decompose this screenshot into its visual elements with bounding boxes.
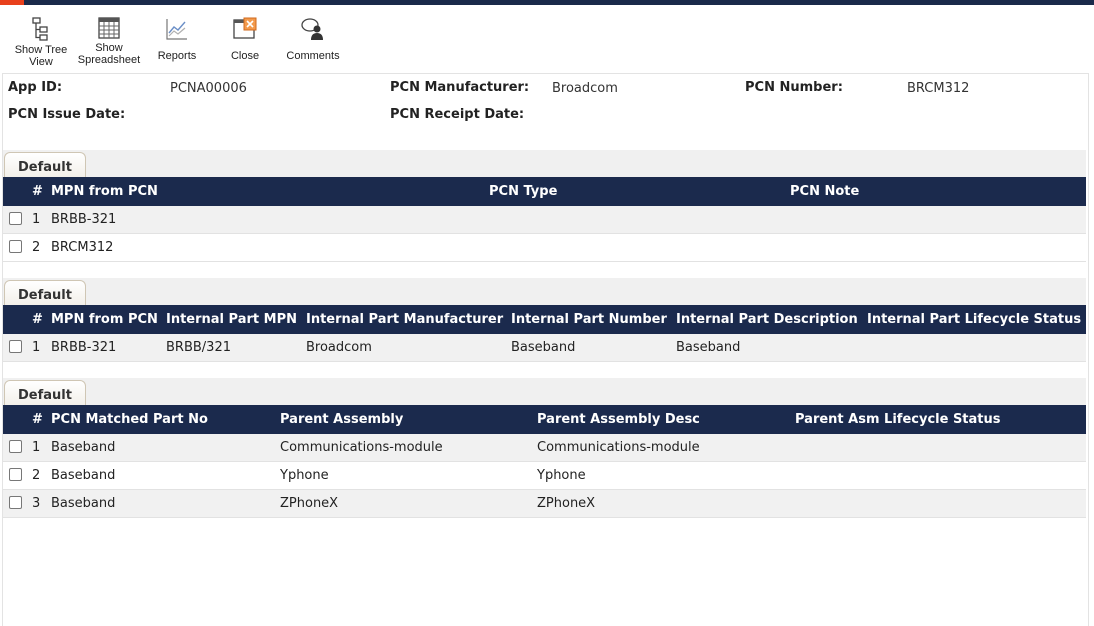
matched-part-cell: Baseband	[51, 468, 116, 483]
app-id-label: App ID:	[8, 80, 63, 95]
pcn-manufacturer-value: Broadcom	[552, 81, 618, 96]
mpn-cell: BRCM312	[51, 240, 114, 255]
close-icon	[233, 17, 257, 41]
internal-description-cell: Baseband	[676, 340, 741, 355]
col-pcn-matched-part-no[interactable]: PCN Matched Part No	[51, 412, 208, 427]
row-number: 3	[32, 496, 41, 511]
toolbar	[0, 5, 1094, 73]
col-internal-part-manufacturer[interactable]: Internal Part Manufacturer	[306, 312, 504, 327]
col-pcn-note[interactable]: PCN Note	[790, 184, 860, 199]
table-row[interactable]	[3, 334, 1086, 362]
row-number: 2	[32, 240, 41, 255]
table1-header	[3, 177, 1086, 206]
col-mpn-from-pcn[interactable]: MPN from PCN	[51, 312, 158, 327]
col-parent-assembly-desc[interactable]: Parent Assembly Desc	[537, 412, 700, 427]
parent-assembly-desc-cell: Yphone	[537, 468, 586, 483]
row-number: 2	[32, 468, 41, 483]
pcn-receipt-date-label: PCN Receipt Date:	[390, 107, 525, 122]
pcn-issue-date-label: PCN Issue Date:	[8, 107, 126, 122]
pcn-number-value: BRCM312	[907, 81, 970, 96]
table2-tabbar	[3, 278, 1086, 305]
col-number: #	[32, 412, 43, 427]
internal-manufacturer-cell: Broadcom	[306, 340, 372, 355]
parent-assembly-cell: Communications-module	[280, 440, 443, 455]
matched-part-cell: Baseband	[51, 440, 116, 455]
row-checkbox[interactable]	[9, 468, 22, 481]
col-internal-part-number[interactable]: Internal Part Number	[511, 312, 667, 327]
show-spreadsheet-button[interactable]	[76, 17, 142, 66]
table3-header	[3, 405, 1086, 434]
reports-icon	[165, 17, 189, 41]
row-number: 1	[32, 340, 41, 355]
row-number: 1	[32, 440, 41, 455]
internal-mpn-cell: BRBB/321	[166, 340, 231, 355]
table-row[interactable]	[3, 434, 1086, 462]
table3-tabbar	[3, 378, 1086, 405]
row-checkbox[interactable]	[9, 440, 22, 453]
col-number: #	[32, 312, 43, 327]
row-checkbox[interactable]	[9, 240, 22, 253]
col-mpn-from-pcn[interactable]: MPN from PCN	[51, 184, 158, 199]
app-id-value: PCNA00006	[170, 81, 247, 96]
table-row[interactable]	[3, 490, 1086, 518]
parent-assembly-desc-cell: ZPhoneX	[537, 496, 596, 511]
table2-header	[3, 305, 1086, 334]
col-number: #	[32, 184, 43, 199]
table1-tabbar	[3, 150, 1086, 177]
parent-assembly-cell: Yphone	[280, 468, 329, 483]
table2-default-tab[interactable]: Default	[4, 280, 86, 305]
pcn-number-label: PCN Number:	[745, 80, 843, 95]
pcn-manufacturer-label: PCN Manufacturer:	[390, 80, 530, 95]
reports-button[interactable]	[152, 17, 202, 62]
table-row[interactable]	[3, 462, 1086, 490]
matched-part-cell: Baseband	[51, 496, 116, 511]
comments-button[interactable]	[284, 17, 342, 62]
col-parent-asm-lifecycle-status[interactable]: Parent Asm Lifecycle Status	[795, 412, 1001, 427]
table-row[interactable]	[3, 234, 1086, 262]
parent-assembly-cell: ZPhoneX	[280, 496, 339, 511]
spreadsheet-icon	[98, 17, 120, 39]
col-internal-part-description[interactable]: Internal Part Description	[676, 312, 858, 327]
row-number: 1	[32, 212, 41, 227]
comments-icon	[301, 17, 325, 41]
table1-default-tab[interactable]: Default	[4, 152, 86, 177]
show-tree-view-label: Show Tree View	[14, 44, 68, 68]
table-row[interactable]	[3, 206, 1086, 234]
row-checkbox[interactable]	[9, 340, 22, 353]
close-button[interactable]	[222, 17, 268, 62]
mpn-cell: BRBB-321	[51, 340, 117, 355]
show-spreadsheet-label: Show Spreadsheet	[77, 42, 141, 66]
tree-view-icon	[31, 17, 51, 41]
reports-label: Reports	[157, 50, 197, 62]
internal-part-number-cell: Baseband	[511, 340, 576, 355]
col-internal-part-lifecycle-status[interactable]: Internal Part Lifecycle Status	[867, 312, 1082, 327]
table3-default-tab[interactable]: Default	[4, 380, 86, 405]
col-parent-assembly[interactable]: Parent Assembly	[280, 412, 404, 427]
close-label: Close	[230, 50, 260, 62]
row-checkbox[interactable]	[9, 212, 22, 225]
comments-label: Comments	[286, 50, 340, 62]
parent-assembly-desc-cell: Communications-module	[537, 440, 700, 455]
mpn-cell: BRBB-321	[51, 212, 117, 227]
col-internal-part-mpn[interactable]: Internal Part MPN	[166, 312, 297, 327]
col-pcn-type[interactable]: PCN Type	[489, 184, 558, 199]
show-tree-view-button[interactable]	[12, 17, 70, 68]
row-checkbox[interactable]	[9, 496, 22, 509]
